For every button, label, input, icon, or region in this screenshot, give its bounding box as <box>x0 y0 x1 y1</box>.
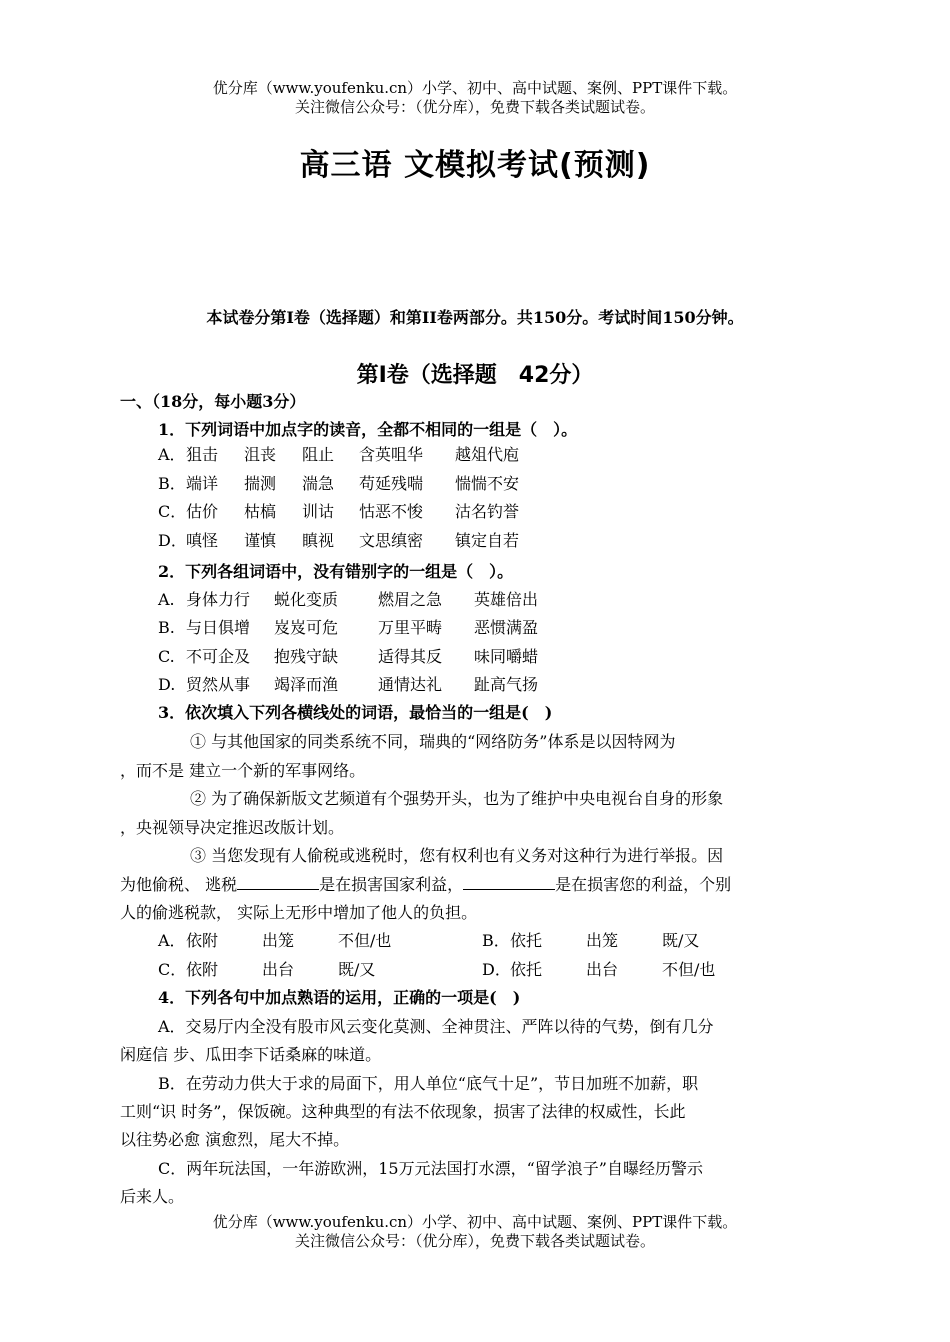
header-line-1: 优分库（www.youfenku.cn）小学、初中、高中试题、案例、PPT课件下载。 <box>212 79 738 97</box>
option-label: C． <box>158 502 187 521</box>
option-word: 通情达礼 <box>378 674 443 694</box>
option-word: 出笼 <box>262 931 295 950</box>
option-word: 出台 <box>262 959 295 979</box>
q3-sentence-3b-part2: 是在损害国家利益， <box>319 875 464 894</box>
q1-option-a <box>158 444 555 466</box>
q1-option-c <box>158 501 555 523</box>
option-label: D. <box>158 674 176 694</box>
q2-option-a <box>158 589 584 611</box>
option-word: 依托 <box>510 959 543 979</box>
q4-option-b-1: B．在劳动力供大于求的局面下，用人单位“底气十足”，节日加班不加薪，职 <box>158 1074 699 1093</box>
header-line-2: 关注微信公众号：（优分库），免费下载各类试题试卷。 <box>294 98 655 116</box>
option-word: 不但/也 <box>662 959 716 979</box>
option-word: 趾高气扬 <box>474 674 539 694</box>
q3-sentence-3c: 人的偷逃税款， 实际上无形中增加了他人的负担。 <box>120 903 478 922</box>
option-label: A． <box>158 931 186 950</box>
option-word: 燃眉之急 <box>378 590 443 609</box>
option-label: D． <box>158 530 187 550</box>
q3-sentence-1a: ① 与其他国家的同类系统不同，瑞典的“网络防务”体系是以因特网为 <box>190 732 676 751</box>
option-label: D． <box>482 959 511 979</box>
option-word: 依附 <box>186 931 219 950</box>
q4-stem: 4．下列各句中加点熟语的运用，正确的一项是( ) <box>158 988 521 1007</box>
q3-sentence-2b: ，央视领导决定推迟改版计划。 <box>120 818 345 837</box>
option-word: 出台 <box>586 959 619 979</box>
q2-option-c <box>158 646 584 668</box>
option-word: 含英咀华 <box>359 445 424 464</box>
option-word: 端详 <box>186 473 219 493</box>
footer-line-2: 关注微信公众号：（优分库），免费下载各类试题试卷。 <box>294 1232 655 1250</box>
q2-stem: 2．下列各组词语中，没有错别字的一组是（ ）。 <box>158 562 514 581</box>
option-word: 英雄倍出 <box>474 590 539 609</box>
q3-stem: 3．依次填入下列各横线处的词语，最恰当的一组是( ) <box>158 703 553 722</box>
option-word: 阻止 <box>302 445 335 464</box>
option-word: 味同嚼蜡 <box>474 646 539 666</box>
option-word: 怙恶不悛 <box>359 502 424 521</box>
q3-sentence-3b-part3: 是在损害您的利益，个别 <box>555 875 732 894</box>
q4-option-a-1: A．交易厅内全没有股市风云变化莫测、全神贯注、严阵以待的气势，倒有几分 <box>158 1017 714 1036</box>
option-word: 估价 <box>186 502 219 521</box>
option-word: 依附 <box>186 959 219 979</box>
q4-option-b-2: 工则“识 时务”，保饭碗。这种典型的有法不依现象，损害了法律的权威性，长此 <box>120 1102 686 1121</box>
q3-option-b <box>482 930 752 952</box>
option-word: 瞋视 <box>302 530 335 550</box>
option-word: 狙击 <box>186 445 219 464</box>
option-word: 湍急 <box>302 473 335 493</box>
q1-option-d <box>158 530 555 552</box>
option-word: 与日俱增 <box>186 618 251 638</box>
option-word: 依托 <box>510 931 543 950</box>
q4-option-b-3: 以往势必愈 演愈烈，尾大不掉。 <box>120 1130 350 1149</box>
q3-sentence-1b: ，而不是 建立一个新的军事网络。 <box>120 761 366 780</box>
q4-option-c-2: 后来人。 <box>120 1187 185 1206</box>
option-word: 苟延残喘 <box>359 473 424 493</box>
q3-option-a <box>158 930 428 952</box>
exam-intro: 本试卷分第Ⅰ卷（选择题）和第II卷两部分。共150分。考试时间150分钟。 <box>206 308 744 327</box>
option-word: 万里平畴 <box>378 618 443 638</box>
option-label: C． <box>158 959 187 979</box>
option-word: 既/又 <box>662 931 700 950</box>
q4-option-c-1: C．两年玩法国，一年游欧洲，15万元法国打水漂，“留学浪子”自曝经历警示 <box>158 1159 703 1178</box>
option-label: A. <box>158 590 175 609</box>
option-word: 恶惯满盈 <box>474 618 539 638</box>
option-word: 嗔怪 <box>186 530 219 550</box>
option-word: 惴惴不安 <box>455 473 520 493</box>
option-word: 贸然从事 <box>186 674 251 694</box>
q3-sentence-3b-part1: 为他偷税、 逃税 <box>120 875 238 894</box>
page-title: 高三语 文模拟考试(预测) <box>299 148 651 183</box>
q1-option-b <box>158 473 555 495</box>
q1-stem: 1．下列词语中加点字的读音，全都不相同的一组是（ ）。 <box>158 420 578 439</box>
option-word: 适得其反 <box>378 646 443 666</box>
option-word: 岌岌可危 <box>274 618 339 638</box>
option-word: 沮丧 <box>244 445 277 464</box>
option-word: 枯槁 <box>244 502 277 521</box>
option-label: A． <box>158 445 186 464</box>
option-word: 文思缜密 <box>359 530 424 550</box>
option-label: B． <box>482 931 510 950</box>
option-word: 出笼 <box>586 931 619 950</box>
option-word: 竭泽而渔 <box>274 674 339 694</box>
option-word: 身体力行 <box>186 590 251 609</box>
option-word: 沽名钓誉 <box>455 502 520 521</box>
q3-sentence-2a: ② 为了确保新版文艺频道有个强势开头，也为了维护中央电视台自身的形象 <box>190 789 724 808</box>
option-word: 镇定自若 <box>455 530 520 550</box>
option-word: 蜕化变质 <box>274 590 339 609</box>
q2-option-d <box>158 674 584 696</box>
option-word: 训诂 <box>302 502 335 521</box>
option-word: 既/又 <box>338 959 376 979</box>
option-label: B. <box>158 618 175 638</box>
part-heading: 一、（18分，每小题3分） <box>120 392 306 411</box>
q3-sentence-3a: ③ 当您发现有人偷税或逃税时，您有权利也有义务对这种行为进行举报。因 <box>190 846 724 865</box>
q3-option-d <box>482 959 752 981</box>
option-word: 抱残守缺 <box>274 646 339 666</box>
q3-sentence-3b <box>120 873 731 896</box>
option-word: 越俎代庖 <box>455 445 520 464</box>
option-label: B． <box>158 473 186 493</box>
footer-line-1: 优分库（www.youfenku.cn）小学、初中、高中试题、案例、PPT课件下载。 <box>212 1213 738 1231</box>
q4-option-a-2: 闲庭信 步、瓜田李下话桑麻的味道。 <box>120 1045 382 1064</box>
option-word: 谨慎 <box>244 530 277 550</box>
option-word: 不可企及 <box>186 646 251 666</box>
option-word: 不但/也 <box>338 931 392 950</box>
q2-option-b <box>158 617 584 639</box>
blank-line <box>463 873 555 890</box>
q3-option-c <box>158 959 428 981</box>
option-label: C. <box>158 646 175 666</box>
option-word: 揣测 <box>244 473 277 493</box>
blank-line <box>237 873 319 890</box>
section-title: 第Ⅰ卷（选择题 42分） <box>356 363 594 388</box>
